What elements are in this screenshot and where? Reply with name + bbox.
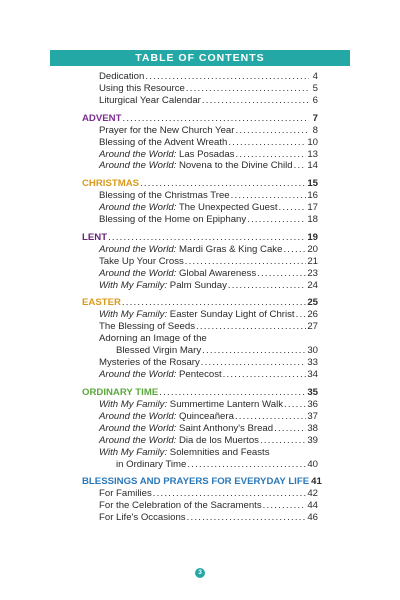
dot-leader [202,345,306,357]
page-number: 35 [307,386,318,398]
entry-text: Blessing of the Home on Epiphany [99,214,247,226]
entry-prefix: Around the World: [99,422,177,434]
entry-text: in Ordinary Time [116,458,187,470]
entry-prefix: Around the World: [99,148,177,160]
entry-text: Saint Anthony's Bread [176,422,274,434]
entry-title [99,190,230,202]
dot-leader [201,357,307,369]
page-number: 23 [307,267,318,279]
dot-leader [235,149,306,161]
dot-leader [247,214,306,226]
entry-title [99,399,283,411]
page-number: 21 [307,255,318,267]
toc-entry[interactable] [82,512,318,524]
page-number: 15 [307,178,318,190]
entry-title [99,357,200,369]
page-number: 37 [307,410,318,422]
section-heading[interactable] [82,178,318,190]
page-number: 34 [307,369,318,381]
toc-entry-continuation[interactable] [82,459,318,471]
dot-leader [186,83,309,95]
page-number: 40 [307,458,318,470]
page-number: 44 [307,500,318,512]
entry-text: EASTER [82,297,121,309]
dot-leader [108,232,306,244]
toc-entry[interactable] [82,500,318,512]
page-number: 14 [307,160,318,172]
page-number: 7 [312,112,318,124]
toc-entry[interactable] [82,256,318,268]
dot-leader [159,387,306,399]
page-number: 4 [312,70,318,82]
dot-leader [185,256,307,268]
page-number-badge: 3 [195,568,205,578]
entry-title [99,125,234,137]
dot-leader [274,423,306,435]
toc-entry[interactable] [82,447,318,459]
entry-title [99,280,227,292]
entry-prefix: Around the World: [99,267,177,279]
entry-text: Easter Sunday Light of Christ [167,309,295,321]
entry-text: Pentecost [176,369,222,381]
dot-leader [145,71,309,83]
entry-prefix: Around the World: [99,410,177,422]
entry-text: Prayer for the New Church Year [99,124,235,136]
toc-entry[interactable] [82,160,318,172]
dot-leader [196,321,306,333]
entry-title [99,244,282,256]
entry-title [99,435,259,447]
entry-title [99,202,277,214]
page-number: 13 [307,148,318,160]
entry-title [99,268,256,280]
page-number: 41 [311,476,322,488]
dot-leader [202,95,309,107]
toc-entry[interactable] [82,83,318,95]
entry-title [99,423,273,435]
entry-text: Adorning an Image of the [99,333,207,345]
entry-prefix: Around the World: [99,243,177,255]
entry-prefix: With My Family: [99,398,168,410]
page-number: 5 [312,82,318,94]
entry-text: Blessing of the Christmas Tree [99,190,230,202]
entry-text: The Unexpected Guest [176,202,278,214]
entry-text: Mardi Gras & King Cake [176,243,283,255]
toc-entry[interactable] [82,321,318,333]
page-number: 10 [307,136,318,148]
entry-text: ADVENT [82,112,122,124]
entry-text: Dedication [99,70,145,82]
dot-leader [294,160,307,172]
toc-entry[interactable] [82,125,318,137]
entry-text: Liturgical Year Calendar [99,94,201,106]
dot-leader [187,512,307,524]
page-number: 18 [307,214,318,226]
entry-title [99,83,185,95]
entry-title [99,160,293,172]
entry-title [99,447,270,459]
section-heading[interactable] [82,232,318,244]
entry-title [82,387,158,399]
entry-title [82,297,121,309]
table-of-contents [82,70,322,524]
dot-leader [278,202,306,214]
entry-title [99,512,186,524]
page-number: 39 [307,434,318,446]
entry-title [99,309,295,321]
entry-text: Palm Sunday [167,279,227,291]
entry-title [99,256,184,268]
entry-text: For Life's Occasions [99,512,186,524]
entry-title [99,411,234,423]
page-number: 36 [307,398,318,410]
entry-title [116,459,186,471]
page-number: 25 [307,297,318,309]
toc-entry[interactable] [82,435,318,447]
entry-text: Novena to the Divine Child [176,160,293,172]
dot-leader [296,309,307,321]
entry-text: ORDINARY TIME [82,386,159,398]
entry-title [99,149,234,161]
toc-entry[interactable] [82,190,318,202]
entry-text: For Families [99,488,152,500]
page-number: 38 [307,422,318,434]
entry-prefix: With My Family: [99,279,168,291]
entry-prefix: Around the World: [99,434,177,446]
toc-entry[interactable] [82,333,318,345]
page-number: 8 [312,124,318,136]
entry-title [82,113,121,125]
dot-leader [260,435,306,447]
dot-leader [187,459,306,471]
entry-title [99,333,207,345]
entry-title [82,178,139,190]
page-number: 33 [307,357,318,369]
toc-entry[interactable] [82,268,318,280]
entry-title [99,369,222,381]
toc-entry-continuation[interactable] [82,345,318,357]
dot-leader [122,113,309,125]
entry-title [82,476,309,488]
entry-text: Using this Resource [99,82,185,94]
toc-entry[interactable] [82,369,318,381]
entry-text: Solemnities and Feasts [167,446,270,458]
entry-prefix: Around the World: [99,369,177,381]
section-heading[interactable] [82,476,322,488]
entry-title [99,214,246,226]
page-number: 6 [312,94,318,106]
toc-entry[interactable] [82,280,318,292]
entry-text: Take Up Your Cross [99,255,184,267]
entry-text: Summertime Lantern Walk [167,398,284,410]
toc-entry[interactable] [82,399,318,411]
entry-prefix: Around the World: [99,202,177,214]
toc-entry[interactable] [82,244,318,256]
dot-leader [223,369,307,381]
entry-title [99,71,144,83]
entry-title [116,345,201,357]
toc-entry[interactable] [82,71,318,83]
toc-entry[interactable] [82,411,318,423]
toc-entry[interactable] [82,309,318,321]
page-number: 27 [307,321,318,333]
dot-leader [228,280,306,292]
toc-header: TABLE OF CONTENTS [50,50,350,66]
entry-title [82,232,107,244]
page-number: 24 [307,279,318,291]
entry-prefix: With My Family: [99,446,168,458]
section-heading[interactable] [82,387,318,399]
entry-text: Global Awareness [176,267,257,279]
toc-entry[interactable] [82,137,318,149]
dot-leader [284,399,306,411]
page-number: 20 [307,243,318,255]
dot-leader [235,125,309,137]
toc-entry[interactable] [82,202,318,214]
dot-leader [122,297,306,309]
entry-text: LENT [82,231,108,243]
dot-leader [140,178,306,190]
entry-text: The Blessing of Seeds [99,321,195,333]
dot-leader [153,488,307,500]
entry-title [99,95,201,107]
entry-text: CHRISTMAS [82,178,140,190]
toc-entry[interactable] [82,357,318,369]
page-number: 26 [307,309,318,321]
dot-leader [231,190,307,202]
entry-title [99,321,195,333]
entry-text: Dia de los Muertos [176,434,259,446]
entry-prefix: With My Family: [99,309,168,321]
dot-leader [263,500,307,512]
entry-title [99,500,262,512]
entry-title [99,488,152,500]
toc-entry[interactable] [82,214,318,226]
dot-leader [228,137,306,149]
toc-entry[interactable] [82,488,318,500]
entry-prefix: Around the World: [99,160,177,172]
entry-title [99,137,227,149]
entry-text: For the Celebration of the Sacraments [99,500,262,512]
page-number: 42 [307,488,318,500]
toc-entry[interactable] [82,95,318,107]
section-heading[interactable] [82,113,318,125]
page-number: 30 [307,345,318,357]
dot-leader [235,411,306,423]
entry-text: Blessing of the Advent Wreath [99,136,228,148]
toc-entry[interactable] [82,423,318,435]
toc-entry[interactable] [82,149,318,161]
dot-leader [257,268,306,280]
page-number: 17 [307,202,318,214]
entry-text: Las Posadas [176,148,235,160]
entry-text: Blessed Virgin Mary [116,345,202,357]
page-number: 46 [307,512,318,524]
entry-text: Mysteries of the Rosary [99,357,200,369]
page-number: 16 [307,190,318,202]
entry-text: BLESSINGS AND PRAYERS FOR EVERYDAY LIFE [82,476,310,488]
page-number: 19 [307,231,318,243]
dot-leader [283,244,306,256]
section-heading[interactable] [82,298,318,310]
entry-text: Quinceañera [176,410,234,422]
